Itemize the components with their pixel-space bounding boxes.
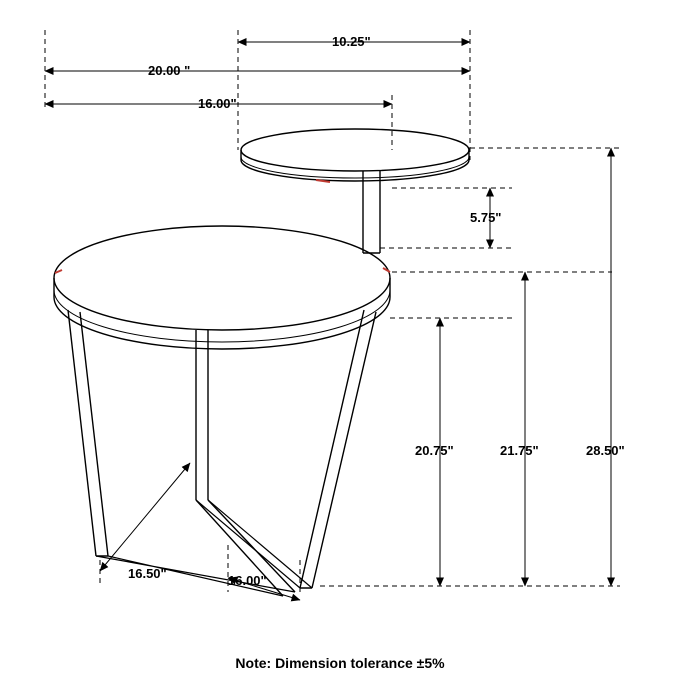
base-leg-rear [196,330,208,500]
table-geometry [54,129,469,596]
dim-label-base-depth: 16.00" [228,573,267,588]
upper-top-surface [241,129,469,171]
dim-label-tier-gap-height: 5.75" [470,210,502,225]
base-leg-right [300,310,376,588]
dim-label-mid-height: 21.75" [500,443,539,458]
dim-label-overall-width: 20.00 " [148,63,191,78]
lower-top-surface [54,226,390,330]
lower-top-edge [54,278,390,349]
dim-label-overall-height: 28.50" [586,443,625,458]
dim-label-base-foot-span: 16.50" [128,566,167,581]
dim-label-lower-top-diameter: 16.00" [198,96,237,111]
dim-label-lower-table-height: 20.75" [415,443,454,458]
extension-lines [45,30,620,592]
dim-label-top-tier-width: 10.25" [332,34,371,49]
base-leg-left [68,310,108,556]
tolerance-note: Note: Dimension tolerance ±5% [235,655,445,671]
upper-tier-post [363,171,380,253]
